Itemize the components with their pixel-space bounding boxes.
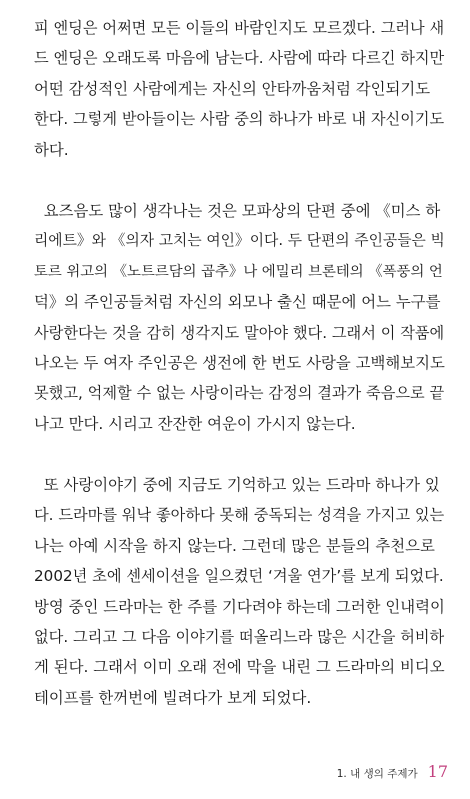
text-line: 2002년 초에 센세이션을 일으켰던 ‘겨울 연가’를 보게 되었다. [34, 567, 444, 586]
text-line: 어떤 감성적인 사람에게는 자신의 안타까움처럼 각인되기도 [34, 79, 431, 98]
text-line: 하다. [34, 140, 69, 159]
text-line: 테이프를 한꺼번에 빌려다가 보게 되었다. [34, 688, 312, 707]
paragraph-2 [34, 196, 448, 439]
text-line: 드 엔딩은 오래도록 마음에 남는다. 사람에 따라 다르긴 하지만 [34, 49, 445, 68]
text-line: 덕》의 주인공들처럼 자신의 외모나 출신 때문에 어느 누구를 [34, 293, 441, 312]
text-line: 리에트》와 《의자 고치는 여인》이다. 두 단편의 주인공들은 빅 [34, 232, 445, 250]
paragraph-1 [34, 13, 448, 165]
paragraph-gap [34, 439, 448, 470]
text-line: 나고 만다. 시리고 잔잔한 여운이 가시지 않는다. [34, 414, 356, 433]
text-line: 방영 중인 드라마는 한 주를 기다려야 하는데 그러한 인내력이 [34, 597, 445, 616]
text-line: 나는 아예 시작을 하지 않는다. 그런데 많은 분들의 추천으로 [34, 536, 435, 555]
paragraph-gap [34, 165, 448, 196]
page-number: 17 [427, 762, 448, 781]
text-line: 피 엔딩은 어쩌면 모든 이들의 바람인지도 모르겠다. 그러나 새 [34, 19, 445, 37]
text-line: 나오는 두 여자 주인공은 생전에 한 번도 사랑을 고백해보지도 [34, 353, 445, 372]
text-line: 못했고, 억제할 수 없는 사랑이라는 감정의 결과가 죽음으로 끝 [34, 384, 445, 403]
text-line: 없다. 그리고 그 다음 이야기를 떠올리느라 많은 시간을 허비하 [34, 628, 445, 647]
text-line: 게 된다. 그래서 이미 오래 전에 막을 내린 그 드라마의 비디오 [34, 658, 445, 677]
text-line: 다. 드라마를 워낙 좋아하다 못해 중독되는 성격을 가지고 있는 [34, 506, 445, 525]
text-line: 토르 위고의 《노트르담의 곱추》나 에밀리 브론테의 《폭풍의 언 [34, 263, 443, 280]
page-footer [0, 762, 448, 786]
text-line: 요즈음도 많이 생각나는 것은 모파상의 단편 중에 《미스 하 [34, 201, 441, 220]
running-header-chapter: 1. 내 생의 주제가 [336, 768, 418, 780]
body-text [34, 13, 448, 713]
text-line: 사랑한다는 것을 감히 생각지도 말아야 했다. 그래서 이 작품에 [34, 323, 445, 342]
paragraph-3 [34, 470, 448, 713]
text-line: 한다. 그렇게 받아들이는 사람 중의 하나가 바로 내 자신이기도 [34, 110, 445, 129]
text-line: 또 사랑이야기 중에 지금도 기억하고 있는 드라마 하나가 있 [34, 476, 440, 495]
